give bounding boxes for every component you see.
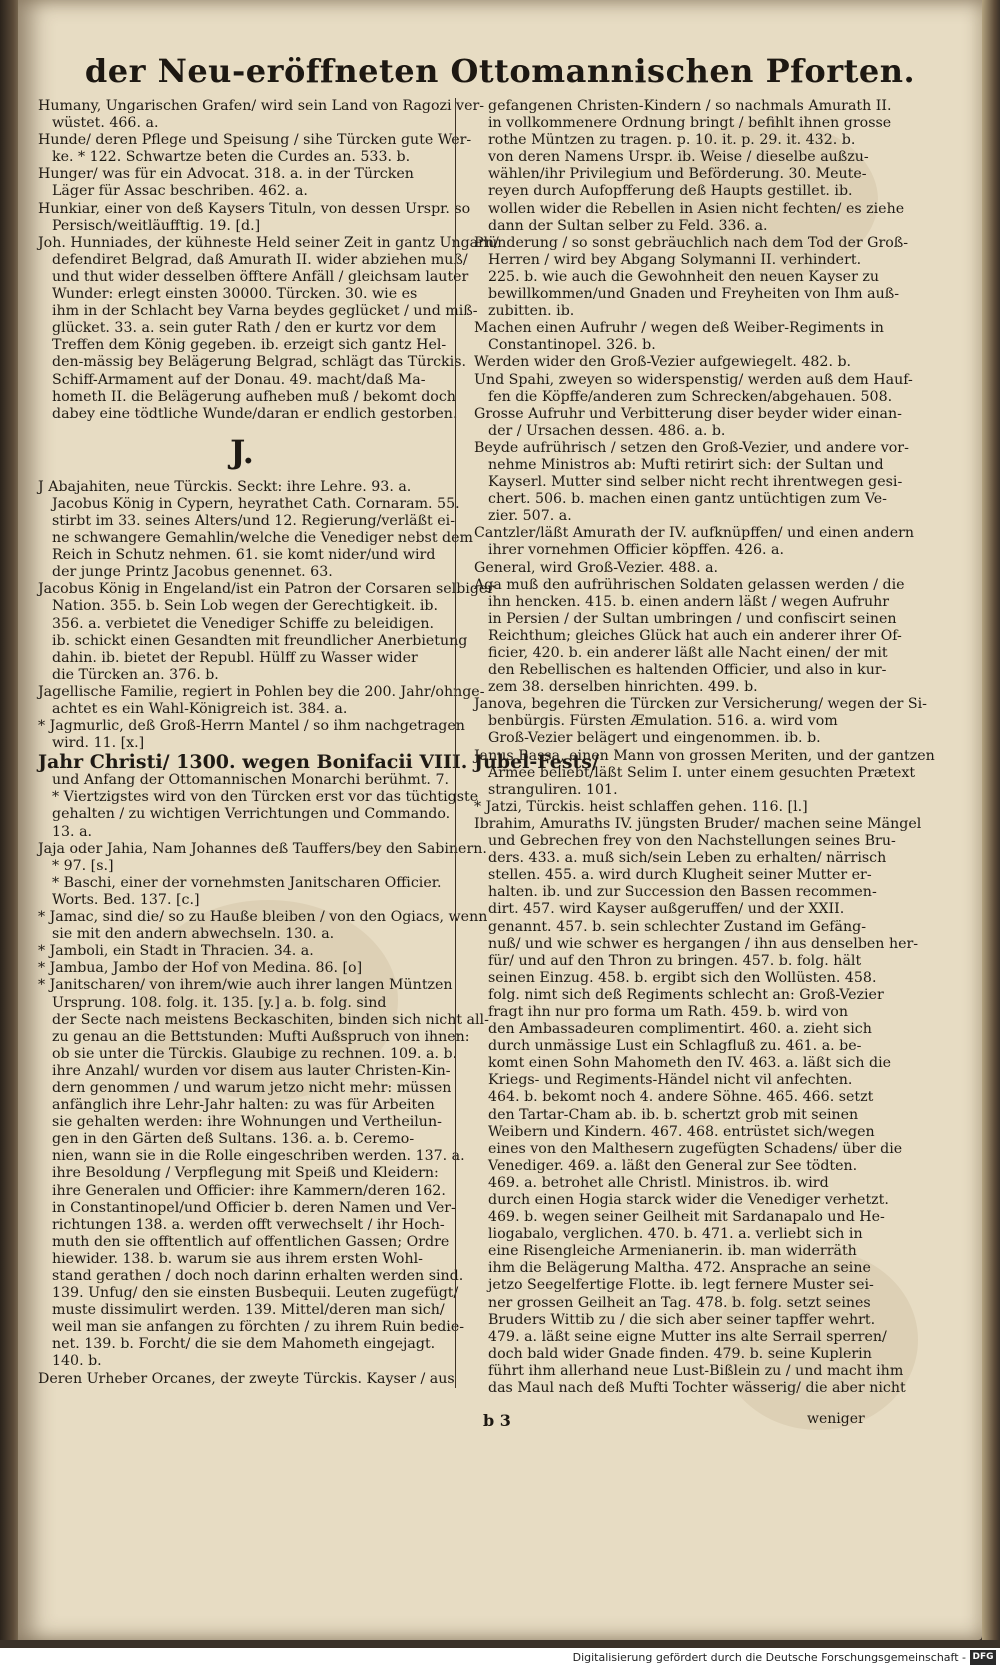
index-line: den Ambassadeuren complimentirt. 460. a. zieht sich	[488, 1021, 872, 1038]
index-line: Janova, begehren die Türcken zur Versicherung/ wegen der Si-	[474, 696, 927, 713]
index-line: für/ und auf den Thron zu bringen. 457. b. folg. hält	[488, 952, 862, 969]
index-line: der / Ursachen dessen. 486. a. b.	[488, 422, 726, 439]
index-line: Und Spahi, zweyen so widerspenstig/ werden auß dem Hauf-	[474, 371, 913, 388]
index-line: ihre Besoldung / Verpflegung mit Speiß und Kleidern:	[52, 1165, 439, 1182]
index-line: Jacobus König in Cypern, heyrathet Cath. Cornaram. 55.	[52, 495, 460, 512]
index-line: dahin. ib. bietet der Republ. Hülff zu Wasser wider	[52, 649, 418, 666]
index-line: komt einen Sohn Mahometh den IV. 463. a. läßt sich die	[488, 1055, 892, 1072]
index-line: Werden wider den Groß-Vezier aufgewiegelt. 482. b.	[474, 354, 852, 371]
index-line: gen in den Gärten deß Sultans. 136. a. b. Ceremo-	[52, 1131, 415, 1148]
running-header: der Neu-eröffneten Ottomannischen Pforten.	[84, 52, 916, 90]
index-line: zu genau an die Bettstunden: Mufti Außspruch von ihnen:	[52, 1028, 470, 1045]
digitization-footer	[0, 1648, 1000, 1669]
index-line: durch einen Hogia starck wider die Venediger verhetzt.	[488, 1192, 889, 1208]
index-line: die Türcken an. 376. b.	[52, 666, 219, 683]
index-line: das Maul nach deß Mufti Tochter wässerig/ die aber nicht	[488, 1380, 906, 1397]
index-line: ihre Generalen und Officier: ihre Kammern/deren 162.	[52, 1182, 446, 1199]
index-line: von deren Namens Urspr. ib. Weise / dieselbe außzu-	[488, 149, 869, 166]
index-line: richtungen 138. a. werden offt verwechselt / ihr Hoch-	[52, 1216, 445, 1233]
index-line: liogabalo, verglichen. 470. b. 471. a. verliebt sich in	[488, 1226, 863, 1243]
index-line: * Viertzigstes wird von den Türcken erst vor das tüchtigste	[52, 789, 479, 806]
index-line: Persisch/weitläufftig. 19. [d.]	[52, 217, 261, 234]
index-line: ihre Anzahl/ wurden vor disem aus lauter Christen-Kin-	[52, 1062, 451, 1079]
index-line: Hunger/ was für ein Advocat. 318. a. in der Türcken	[38, 166, 414, 183]
index-line: 139. Unfug/ den sie einsten Busbequii. Leuten zugefügt/	[52, 1285, 459, 1302]
index-line: Jahr Christi/ 1300. wegen Bonifacii VIII. Jubel-Fests/	[38, 751, 599, 774]
index-line: den-mässig bey Belägerung Belgrad, schlägt das Türckis.	[52, 354, 466, 371]
index-line: reyen durch Aufopfferung deß Haupts gestillet. ib.	[488, 183, 853, 200]
index-line: fragt ihn nur pro forma um Rath. 459. b. wird von	[488, 1003, 848, 1020]
index-line: ob sie unter die Türckis. Glaubige zu rechnen. 109. a. b.	[52, 1045, 458, 1062]
index-line: doch bald wider Gnade finden. 479. b. seine Kuplerin	[488, 1345, 872, 1362]
index-line: fen die Köpffe/anderen zum Schrecken/abgehauen. 508.	[488, 388, 893, 405]
index-line: * Jatzi, Türckis. heist schlaffen gehen. 116. [l.]	[474, 798, 808, 815]
index-line: ficier, 420. b. ein anderer läßt alle Nacht einen/ der mit	[488, 645, 888, 661]
index-line: ihm in der Schlacht bey Varna beydes geglücket / und miß-	[52, 303, 478, 320]
dfg-logo: DFG	[970, 1650, 996, 1665]
index-line: in Constantinopel/und Officier b. deren Namen und Ver-	[52, 1199, 456, 1216]
index-line: eine Risengleiche Armenianerin. ib. man widerräth	[488, 1243, 857, 1260]
index-line: jetzo Seegelfertige Flotte. ib. legt fernere Muster sei-	[488, 1277, 874, 1294]
index-line: J Abajahiten, neue Türckis. Seckt: ihre Lehre. 93. a.	[38, 478, 412, 495]
index-line: Deren Urheber Orcanes, der zweyte Türckis. Kayser / aus	[38, 1370, 455, 1387]
index-line: ner grossen Geilheit an Tag. 478. b. folg. setzt seines	[488, 1294, 871, 1311]
catchword: weniger	[807, 1411, 865, 1427]
index-line: 356. a. verbietet die Venediger Schiffe zu beleidigen.	[52, 615, 435, 632]
index-line: * Jambua, Jambo der Hof von Medina. 86. [o]	[38, 960, 363, 977]
page-fore-edge	[982, 0, 1000, 1640]
index-line: dern genommen / und warum jetzo nicht mehr: müssen	[52, 1079, 452, 1096]
index-line: Reich in Schutz nehmen. 61. sie komt nider/und wird	[52, 547, 436, 564]
index-line: Jacobus König in Engeland/ist ein Patron der Corsaren selbiger	[38, 581, 495, 598]
index-line: hometh II. die Belägerung aufheben muß / bekomt doch	[52, 388, 456, 405]
index-line: Plünderung / so sonst gebräuchlich nach dem Tod der Groß-	[474, 234, 909, 251]
index-line: weil man sie anfangen zu förchten / zu ihrem Ruin bedie-	[52, 1319, 465, 1336]
index-line: ders. 433. a. muß sich/sein Leben zu erhalten/ närrisch	[488, 850, 887, 867]
index-line: stand gerathen / doch noch darinn erhalten werden sind.	[52, 1268, 464, 1284]
index-line: dann der Sultan selber zu Feld. 336. a.	[488, 217, 768, 234]
index-line: sie mit den andern abwechseln. 130. a.	[52, 926, 335, 943]
index-line: dabey eine tödtliche Wunde/daran er endlich gestorben.	[52, 405, 458, 422]
footer-credit: Digitalisierung gefördert durch die Deutsche Forschungsgemeinschaft -	[572, 1651, 966, 1664]
index-line: und Gebrechen frey von den Nachstellungen seines Bru-	[488, 833, 896, 850]
index-line: führt ihm allerhand neue Lust-Bißlein zu / und macht ihm	[488, 1362, 904, 1379]
index-line: Machen einen Aufruhr / wegen deß Weiber-Regiments in	[474, 320, 884, 337]
index-line: durch unmässige Lust ein Schlagfluß zu. 461. a. be-	[488, 1038, 862, 1055]
column-rule	[455, 98, 456, 1388]
index-line: ihrer vornehmen Officier köpffen. 426. a.	[488, 542, 784, 559]
index-line: ihn hencken. 415. b. einen andern läßt / wegen Aufruhr	[488, 593, 890, 610]
index-line: muth den sie offtentlich auf offentlichen Gassen; Ordre	[52, 1233, 450, 1250]
index-line: stranguliren. 101.	[488, 781, 618, 798]
index-line: eines von den Malthesern zugefügten Schadens/ über die	[488, 1140, 903, 1157]
index-line: 140. b.	[52, 1353, 102, 1370]
index-line: ib. schickt einen Gesandten mit freundlicher Anerbietung	[52, 632, 468, 649]
index-line: Hunkiar, einer von deß Kaysers Tituln, von dessen Urspr. so	[38, 200, 471, 217]
index-line: anfänglich ihre Lehr-Jahr halten: zu was für Arbeiten	[52, 1097, 435, 1114]
index-line: Läger für Assac beschriben. 462. a.	[52, 183, 308, 200]
index-line: 469. a. betrohet alle Christl. Ministros. ib. wird	[488, 1174, 829, 1191]
index-line: glücket. 33. a. sein guter Rath / den er kurtz vor dem	[52, 320, 437, 337]
index-line: wählen/ihr Privilegium und Beförderung. 30. Meute-	[488, 166, 867, 183]
right-index-column	[474, 98, 935, 1397]
index-line: 225. b. wie auch die Gewohnheit den neuen Kayser zu	[488, 268, 879, 285]
index-line: Beyde aufrührisch / setzen den Groß-Vezier, und andere vor-	[474, 439, 909, 456]
index-line: 479. a. läßt seine eigne Mutter ins alte Serrail sperren/	[488, 1328, 887, 1345]
index-line: Kriegs- und Regiments-Händel nicht vil anfechten.	[488, 1072, 853, 1089]
index-line: * Jamac, sind die/ so zu Hauße bleiben / von den Ogiacs, wenn	[38, 909, 488, 926]
index-line: Jaja oder Jahia, Nam Johannes deß Tauffers/bey den Sabinern.	[38, 840, 487, 857]
index-line: Ursprung. 108. folg. it. 135. [y.] a. b. folg. sind	[52, 994, 387, 1011]
index-line: nien, wann sie in die Rolle eingeschriben werden. 137. a.	[52, 1148, 465, 1165]
index-line: Jagellische Familie, regiert in Pohlen bey die 200. Jahr/ohnge-	[38, 683, 485, 700]
index-line: Worts. Bed. 137. [c.]	[52, 891, 200, 908]
index-line: * 97. [s.]	[52, 857, 114, 874]
index-line: in vollkommenere Ordnung bringt / befihlt ihnen grosse	[488, 115, 892, 132]
index-line: stirbt im 33. seines Alters/und 12. Regierung/verläßt ei-	[52, 512, 455, 529]
index-line: den Rebellischen es haltenden Officier, und also in kur-	[488, 662, 887, 679]
index-line: rothe Müntzen zu tragen. p. 10. it. p. 29. it. 432. b.	[488, 132, 856, 149]
index-line: Ibrahim, Amuraths IV. jüngsten Bruder/ machen seine Mängel	[474, 815, 922, 832]
index-line: Bruders Wittib zu / die sich aber seiner tapffer wehrt.	[488, 1311, 876, 1328]
index-line: wollen wider die Rebellen in Asien nicht fechten/ es ziehe	[488, 200, 905, 217]
index-line: Hunde/ deren Pflege und Speisung / sihe Türcken gute Wer-	[38, 132, 472, 149]
index-line: Kayserl. Mutter sind selber nicht recht ihrentwegen gesi-	[488, 474, 903, 491]
index-line: 464. b. bekomt noch 4. andere Söhne. 465. 466. setzt	[488, 1089, 874, 1106]
index-line: J.	[230, 432, 254, 471]
index-line: nuß/ und wie schwer es hergangen / ihn aus denselben her-	[488, 935, 919, 952]
index-line: General, wird Groß-Vezier. 488. a.	[474, 559, 719, 576]
index-line: Schiff-Armament auf der Donau. 49. macht/daß Ma-	[52, 371, 426, 388]
index-line: Armee beliebt/läßt Selim I. unter einem gesuchten Prætext	[488, 764, 916, 781]
index-line: * Jamboli, ein Stadt in Thracien. 34. a.	[38, 943, 314, 960]
index-line: genannt. 457. b. sein schlechter Zustand im Gefäng-	[488, 918, 867, 935]
index-line: 469. b. wegen seiner Geilheit mit Sardanapalo und He-	[488, 1209, 885, 1226]
index-line: Herren / wird bey Abgang Solymanni II. verhindert.	[488, 251, 862, 268]
index-line: hiewider. 138. b. warum sie aus ihrem ersten Wohl-	[52, 1250, 423, 1267]
index-line: Venediger. 469. a. läßt den General zur See tödten.	[488, 1157, 858, 1174]
index-line: zem 38. derselben hinrichten. 499. b.	[488, 679, 758, 696]
index-line: Treffen dem König gegeben. ib. erzeigt sich gantz Hel-	[52, 337, 447, 354]
index-line: nehme Ministros ab: Mufti retirirt sich: der Sultan und	[488, 456, 884, 473]
index-line: 13. a.	[52, 823, 93, 840]
index-line: ke. * 122. Schwartze beten die Curdes an. 533. b.	[52, 149, 411, 166]
index-line: benbürgis. Fürsten Æmulation. 516. a. wird vom	[488, 713, 838, 730]
index-line: defendiret Belgrad, daß Amurath II. wider abziehen muß/	[52, 251, 468, 268]
index-line: stellen. 455. a. wird durch Klugheit seiner Mutter er-	[488, 867, 872, 884]
index-line: gefangenen Christen-Kindern / so nachmals Amurath II.	[488, 98, 892, 114]
index-line: und Anfang der Ottomannischen Monarchi berühmt. 7.	[52, 772, 449, 789]
index-line: Constantinopel. 326. b.	[488, 337, 656, 354]
index-line: achtet es ein Wahl-Königreich ist. 384. a.	[52, 701, 348, 717]
index-line: seinen Einzug. 458. b. ergibt sich den Wollüsten. 458.	[488, 969, 877, 986]
index-line: ne schwangere Gemahlin/welche die Venediger nebst dem	[52, 530, 473, 547]
index-line: Nation. 355. b. Sein Lob wegen der Gerechtigkeit. ib.	[52, 598, 438, 615]
index-line: chert. 506. b. machen einen gantz untüchtigen zum Ve-	[488, 491, 887, 508]
index-line: in Persien / der Sultan umbringen / und confiscirt seinen	[488, 610, 897, 627]
index-line: Groß-Vezier belägert und eingenommen. ib. b.	[488, 730, 821, 747]
index-line: Grosse Aufruhr und Verbitterung diser beyder wider einan-	[474, 405, 902, 422]
index-line: und thut wider desselben öfftere Anfäll / gleichsam lauter	[52, 268, 469, 285]
index-line: zier. 507. a.	[488, 508, 572, 525]
index-line: gehalten / zu wichtigen Verrichtungen und Commando.	[52, 806, 451, 823]
index-line: Reichthum; gleiches Glück hat auch ein anderer ihrer Of-	[488, 627, 902, 644]
signature-mark: b 3	[483, 1411, 511, 1430]
index-line: den Tartar-Cham ab. ib. b. schertzt grob mit seinen	[488, 1106, 859, 1123]
index-line: net. 139. b. Forcht/ die sie dem Mahometh eingejagt.	[52, 1336, 436, 1353]
index-line: * Janitscharen/ von ihrem/wie auch ihrer langen Müntzen	[38, 977, 453, 994]
index-line: halten. ib. und zur Succession den Bassen recommen-	[488, 884, 877, 901]
index-line: dirt. 457. wird Kayser außgeruffen/ und der XXII.	[488, 901, 845, 918]
index-line: * Jagmurlic, deß Groß-Herrn Mantel / so ihm nachgetragen	[38, 718, 465, 735]
index-line: Humany, Ungarischen Grafen/ wird sein Land von Ragozi ver-	[38, 98, 485, 114]
index-line: wird. 11. [x.]	[52, 735, 145, 752]
index-line: Cantzler/läßt Amurath der IV. aufknüpffen/ und einen andern	[474, 525, 915, 542]
index-line: zubitten. ib.	[488, 303, 575, 320]
index-line: der Secte nach meistens Beckaschiten, binden sich nicht all-	[52, 1011, 489, 1028]
index-line: ihm die Belägerung Maltha. 472. Ansprache an seine	[488, 1260, 871, 1277]
index-line: sie gehalten werden: ihre Wohnungen und Vertheilun-	[52, 1114, 442, 1131]
index-line: muste dissimulirt werden. 139. Mittel/deren man sich/	[52, 1302, 445, 1319]
index-line: Joh. Hunniades, der kühneste Held seiner Zeit in gantz Ungarn/	[38, 234, 499, 251]
index-line: Weibern und Kindern. 467. 468. entrüstet sich/wegen	[488, 1123, 875, 1140]
index-line: Aga muß den aufrührischen Soldaten gelassen werden / die	[474, 576, 905, 593]
index-line: der junge Printz Jacobus genennet. 63.	[52, 564, 333, 581]
index-line: Wunder: erlegt einsten 30000. Türcken. 30. wie es	[52, 286, 418, 303]
index-line: * Baschi, einer der vornehmsten Janitscharen Officier.	[52, 874, 442, 891]
index-line: wüstet. 466. a.	[52, 115, 159, 132]
index-line: bewillkommen/und Gnaden und Freyheiten von Ihm auß-	[488, 286, 900, 303]
index-line: folg. nimt sich deß Regiments schlecht an: Groß-Vezier	[488, 986, 884, 1003]
index-line: Janus Bassa, einen Mann von grossen Meriten, und der gantzen	[474, 747, 935, 764]
